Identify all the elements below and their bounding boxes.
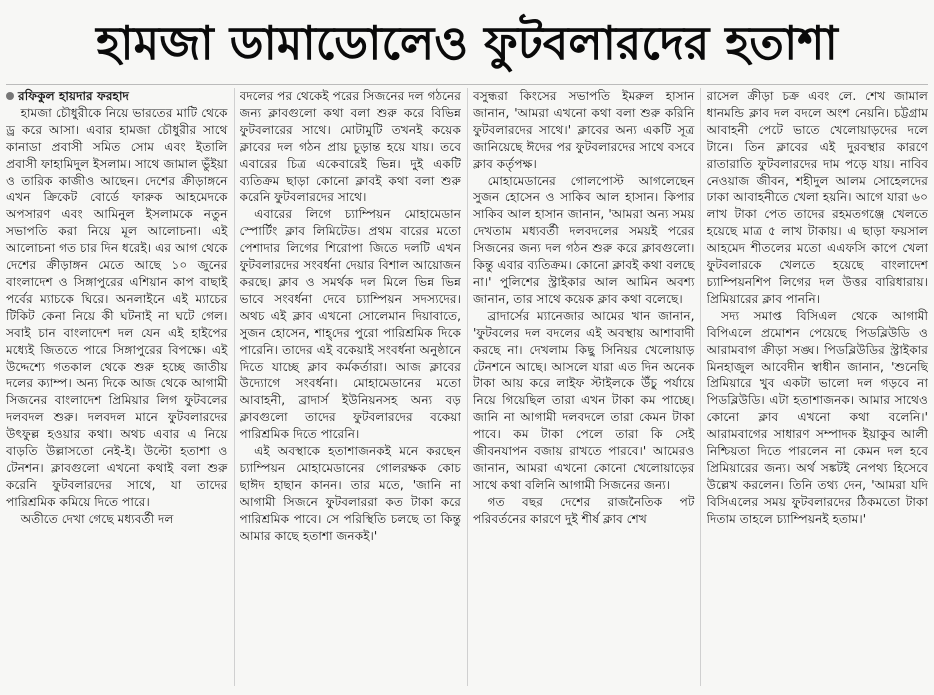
paragraph: হামজা চৌধুরীকে নিয়ে ভারতের মাটি থেকে ড্র করে আসা। এবার হামজা চৌধুরীর সাথে কানাডা প্রবাসী সমিত সোম এবং ইতালি প্রবাসী ফাহামিদুল ইসলাম। সাথে জামাল ভুঁইয়া ও তারিক কাজীও আছেন। দেশের ক্রীড়াঙ্গনে এখন ক্রিকেট বোর্ডে ফারুক আহমেদকে অপসারণ এবং আমিনুল ইসলামকে নতুন সভাপতি করা নিয়ে মূল আলোচনা। এই আলোচনা গত চার দিন ধরেই। এর আগ থেকে দেশের ক্রীড়াঙ্গন মেতে আছে ১০ জুনের বাংলাদেশ ও সিঙ্গাপুরের এশিয়ান কাপ বাছাই পর্বের ম্যাচকে ঘিরে। অনলাইনে এই ম্যাচের টিকিট কেনা নিয়ে কী ঘটনাই না ঘটে গেল। সবাই চান বাংলাদেশ দল যেন এই হাইপের মধ্যেই জিততে পারে সিঙ্গাপুরের বিপক্ষে। এই উদ্দেশ্যে গতকাল থেকে শুরু হচ্ছে জাতীয় দলের ক্যাম্প। অন্য দিকে আজ থেকে আগামী সিজনের বাংলাদেশ প্রিমিয়ার লিগ ফুটবলের দলবদল শুরু। দলবদল মানে ফুটবলারদের উৎফুল্ল হওয়ার কথা। অথচ এবার এ নিয়ে বাড়তি উল্লাসতো নেই-ই। উল্টো হতাশা ও টেনশন। ক্লাবগুলো এখনো কথাই বলা শুরু করেনি ফুটবলারদের সাথে, যা তাদের পারিশ্রমিক কমিয়ে দিতে পারে। <box>6 105 228 509</box>
article-column-4 <box>707 88 929 691</box>
paragraph: ব্রাদার্সের ম্যানেজার আমের খান জানান, 'ফুটবলের দল বদলের এই অবস্থায় আশাবাদী করছে না। দেখলাম কিছু সিনিয়র খেলোয়াড় টেনশনে আছে। আসলে যারা এত দিন অনেক টাকা আয় করে লাইফ স্টাইলকে উঁচু পর্যায়ে নিয়ে গিয়েছিল তারা এখন টাকা কম পাচ্ছে। জানি না আগামী দলবদলে তারা কেমন টাকা পাবে। কম টাকা পেলে তারা কি সেই জীবনযাপন বজায় রাখতে পারবে।' আমেরও জানান, আমরা এখনো কোনো খেলোয়াড়ের সাথে কথা বলিনি আগামী সিজনের জন্য। <box>473 308 695 492</box>
paragraph: বসুন্ধরা কিংসের সভাপতি ইমরুল হাসান জানান, 'আমরা এখনো কথা বলা শুরু করিনি ফুটবলারদের সাথে।' ক্লাবের অন্য একটি সূত্র জানিয়েছে ঈদের পর ফুটবলারদের সাথে বসবে ক্লাব কর্তৃপক্ষ। <box>473 89 695 171</box>
paragraph: অতীতে দেখা গেছে মধ্যবর্তী দল <box>20 511 174 526</box>
paragraph: এবারের লিগে চ্যাম্পিয়ন মোহামেডান স্পোর্টিং ক্লাব লিমিটেড। প্রথম বারের মতো পেশাদার লিগের শিরোপা জিতে দলটি এখন ফুটবলারদের সংবর্ধনা দেয়ার বিশাল আয়োজন করছে। ক্লাব ও সমর্থক দল মিলে ভিন্ন ভিন্ন ভাবে সংবর্ধনা দেবে চ্যাম্পিয়ন সদস্যদের। অথচ এই ক্লাব এখনো সোলেমান দিয়াবাতে, সুজন হোসেন, শাহ্‌দের পুরো পারিশ্রমিক দিকে পারেনি। তাদের এই বকেয়াই সংবর্ধনা অনুষ্ঠানে দিতে যাচ্ছে ক্লাব কর্মকর্তারা। আজ ক্লাবের উদ্যোগে সংবর্ধনা। মোহামেডানের মতো আবাহনী, ব্রাদার্স ইউনিয়নসহ অন্য বড় ক্লাবগুলো তাদের ফুটবলারদের বকেয়া পারিশ্রমিক দিতে পারেনি। <box>239 207 461 442</box>
headline-rule <box>6 84 928 85</box>
article-column-1 <box>6 88 228 691</box>
article-column-2 <box>240 88 462 691</box>
paragraph: রাসেল ক্রীড়া চক্র এবং লে. শেখ জামাল ধানমন্ডি ক্লাব দল বদলে অংশ নেয়নি। চট্টগ্রাম আবাহনী পেটে ভাতে খেলোয়াড়দের দলে টানে। তিন ক্লাবের এই দুরবস্থার কারণে রাতারাতি ফুটবলারদের দাম পড়ে যায়। নাবিব নেওয়াজ জীবন, শহীদুল আলম সোহেলদের ঢাকা আবাহনীতে খেলা হয়নি। আগে যারা ৬০ লাখ টাকা পেত তাদের রহমতগঞ্জে খেলতে হয়েছে মাত্র ৫ লাখ টাকায়। এ ছাড়া ফয়সাল আহমেদ শীতলের মতো এএফসি কাপে খেলা ফুটবলারকে খেলতে হয়েছে বাংলাদেশ চ্যাম্পিয়নশিপ লিগের দল উত্তর বারিধারায়। প্রিমিয়ারের ক্লাব পাননি। <box>706 89 928 306</box>
paragraph: গত বছর দেশের রাজনৈতিক পট পরিবর্তনের কারণে দুই শীর্ষ ক্লাব শেখ <box>473 494 695 526</box>
article-body <box>6 88 928 691</box>
paragraph: মোহামেডানের গোলপোস্ট আগলেছেন সুজন হোসেন ও সাকিব আল হাসান। কিপার সাকিব আল হাসান জানান, 'আমরা অন্য সময় দেখতাম মধ্যবর্তী দলবদলের সময়ই পরের সিজনের জন্য দল গঠন শুরু করে ক্লাবগুলো। কিন্তু এবার ব্যতিক্রম। কোনো ক্লাবই কথা বলছে না।' পুলিশের স্ট্রাইকার আল আমিন অবশ্য জানান, তার সাথে কয়েক ক্লাব কথা বলেছে। <box>473 173 695 306</box>
bullet-icon <box>6 92 14 100</box>
paragraph: সদ্য সমাপ্ত বিসিএল থেকে আগামী বিপিএলে প্রমোশন পেয়েছে পিডব্লিউডি ও আরামবাগ ক্রীড়া সঙ্ঘ। পিডব্লিউডির স্ট্রাইকার মিনহাজুল আবেদীন স্বাধীন জানান, 'শুনেছি প্রিমিয়ারে খুব একটা ভালো দল গড়বে না পিডব্লিউডি। এটা হতাশাজনক। আমার সাথেও কোনো ক্লাব এখনো কথা বলেনি।' আরামবাগের সাধারণ সম্পাদক ইয়াকুব আলী নিশ্চিয়তা দিতে পারলেন না কেমন দল হবে প্রিমিয়ারের জন্য। অর্থ সঙ্কটই নেপথ্য হিসেবে উল্লেখ করলেন। তিনি তথ্য দেন, 'আমরা যদি বিসিএলের সময় ফুটবলারদের ঠিকমতো টাকা দিতাম তাহলে চ্যাম্পিয়নই হতাম।' <box>706 308 928 526</box>
byline-author: রফিকুল হায়দার ফরহাদ <box>18 89 129 103</box>
paragraph: এই অবস্থাকে হতাশাজনকই মনে করছেন চ্যাম্পিয়ন মোহামেডানের গোলরক্ষক কোচ ছাঈদ হাছান কানন। তার মতে, 'জানি না আগামী সিজনে ফুটবলাররা কত টাকা করে পারিশ্রমিক পাবে। সে পরিস্থিতি চলছে তা কিন্তু আমার কাছে হতাশা জনকই।' <box>239 444 461 543</box>
byline <box>6 88 228 105</box>
paragraph: বদলের পর থেকেই পরের সিজনের দল গঠনের জন্য ক্লাবগুলো কথা বলা শুরু করে বিভিন্ন ফুটবলারের সাথে। মোটামুটি তখনই কয়েক ক্লাবের দল গঠন প্রায় চূড়ান্ত হয়ে যায়। তবে এবারের চিত্র একেবারেই ভিন্ন। দুই একটি ব্যতিক্রম ছাড়া কোনো ক্লাবই কথা বলা শুরু করেনি ফুটবলারদের সাথে। <box>239 89 461 205</box>
headline: হামজা ডামাডোলেও ফুটবলারদের হতাশা <box>96 16 838 70</box>
article-column-3 <box>473 88 695 691</box>
